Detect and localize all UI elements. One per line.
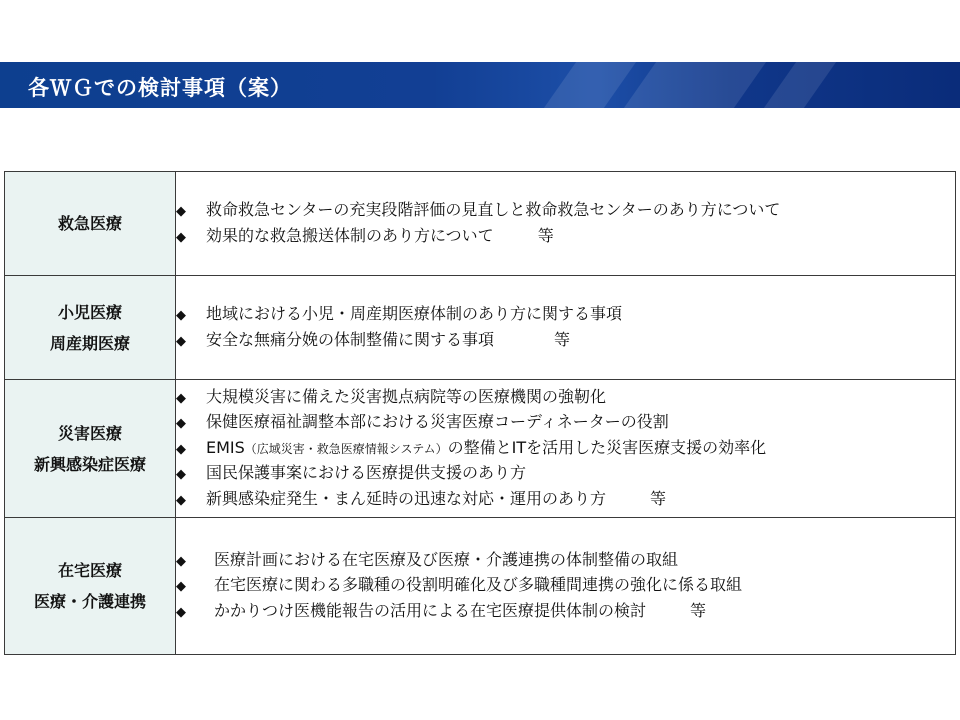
title-bar-decoration (764, 62, 836, 108)
list-item (176, 302, 955, 328)
category-cell (5, 518, 176, 655)
title-bar-decoration (624, 62, 766, 108)
item-tail: 等 (554, 329, 571, 349)
item-text-prefix: EMIS (206, 437, 245, 457)
title-bar-decoration (544, 62, 636, 108)
list-item (176, 198, 955, 224)
item-text: 在宅医療に関わる多職種の役割明確化及び多職種間連携の強化に係る取組 (214, 575, 743, 595)
topic-list (176, 198, 955, 249)
list-item (176, 461, 955, 487)
item-text: 保健医療福祉調整本部における災害医療コーディネーターの役割 (206, 412, 669, 432)
category-label: 災害医療 (57, 423, 122, 443)
list-item (176, 436, 955, 462)
item-text: 安全な無痛分娩の体制整備に関する事項 (206, 329, 495, 349)
item-tail: 等 (690, 600, 707, 620)
item-tail: 等 (537, 225, 554, 245)
item-text: 国民保護事案における医療提供支援のあり方 (206, 463, 527, 483)
list-item (176, 224, 955, 250)
diamond-bullet-icon: ◆ (176, 579, 186, 595)
items-cell (176, 172, 956, 276)
diamond-bullet-icon: ◆ (176, 604, 186, 620)
diamond-bullet-icon: ◆ (176, 333, 186, 349)
diamond-bullet-icon: ◆ (176, 390, 186, 406)
table-row-emergency (5, 172, 956, 276)
category-label: 救急医療 (57, 214, 122, 233)
topic-list (176, 385, 955, 513)
topic-list (176, 302, 955, 353)
table-row-home-care (5, 518, 956, 655)
item-tail: 等 (650, 488, 667, 508)
item-text: かかりつけ医機能報告の活用による在宅医療提供体制の検討 (214, 600, 647, 620)
list-item (176, 548, 955, 574)
list-item (176, 410, 955, 436)
category-label: 新興感染症医療 (33, 454, 146, 474)
wg-topics-table (4, 171, 956, 655)
diamond-bullet-icon: ◆ (176, 204, 186, 219)
list-item (176, 599, 955, 625)
items-cell (176, 380, 956, 518)
list-item (176, 573, 955, 599)
items-cell (176, 518, 956, 655)
item-text: 新興感染症発生・まん延時の迅速な対応・運用のあり方 (206, 488, 607, 508)
diamond-bullet-icon: ◆ (176, 308, 186, 323)
item-text: 救命救急センターの充実段階評価の見直しと救命救急センターのあり方について (206, 200, 781, 219)
item-text-note: （広域災害・救急医療情報システム） (244, 441, 448, 456)
items-cell (176, 276, 956, 380)
page-title: 各ＷＧでの検討事項（案） (28, 76, 292, 100)
category-label: 小児医療 (57, 302, 122, 322)
diamond-bullet-icon: ◆ (176, 553, 186, 569)
category-label: 在宅医療 (57, 561, 122, 580)
category-label: 医療・介護連携 (33, 592, 146, 611)
diamond-bullet-icon: ◆ (176, 441, 186, 457)
category-cell (5, 380, 176, 518)
list-item (176, 328, 955, 354)
list-item (176, 487, 955, 513)
category-cell (5, 172, 176, 276)
item-text: 医療計画における在宅医療及び医療・介護連携の体制整備の取組 (214, 549, 679, 569)
item-text-suffix: の整備とITを活用した災害医療支援の効率化 (447, 437, 767, 457)
diamond-bullet-icon: ◆ (176, 416, 186, 432)
diamond-bullet-icon: ◆ (176, 229, 186, 245)
item-text: 効果的な救急搬送体制のあり方について (206, 225, 494, 245)
category-label: 周産期医療 (49, 333, 130, 353)
diamond-bullet-icon: ◆ (176, 492, 186, 508)
category-cell (5, 276, 176, 380)
table-row-disaster (5, 380, 956, 518)
title-bar (0, 62, 960, 108)
list-item (176, 385, 955, 411)
diamond-bullet-icon: ◆ (176, 467, 186, 483)
topic-list (176, 548, 955, 625)
item-text: 地域における小児・周産期医療体制のあり方に関する事項 (206, 304, 623, 323)
table-row-pediatric (5, 276, 956, 380)
item-text: 大規模災害に備えた災害拠点病院等の医療機関の強靭化 (206, 386, 607, 406)
